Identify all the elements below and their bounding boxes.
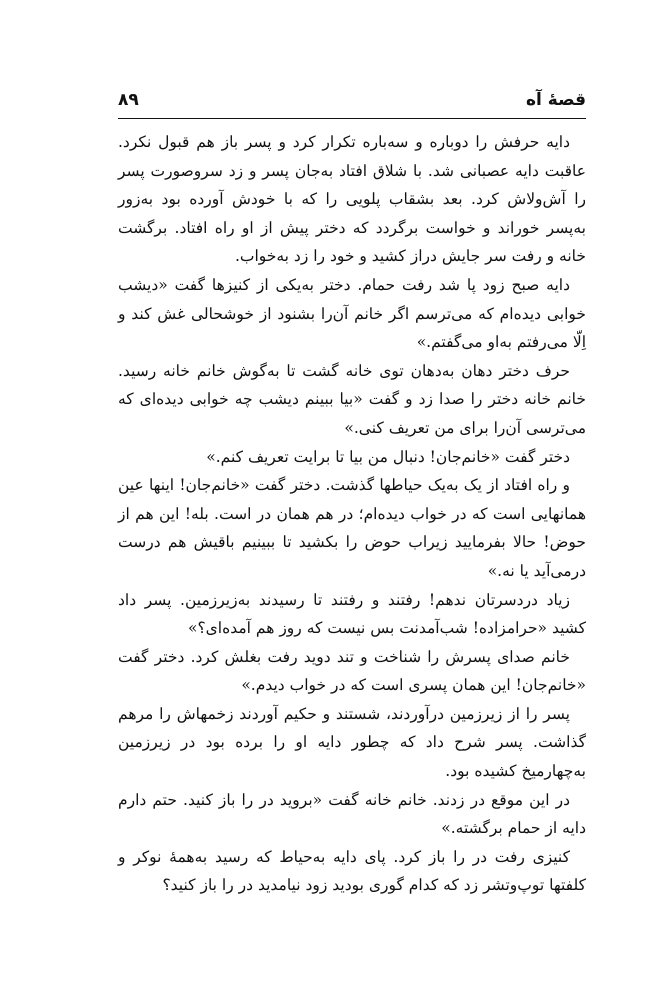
header-rule (118, 118, 586, 119)
paragraph: دایه حرفش را دوباره و سه‌باره تکرار کرد و پسر باز هم قبول نکرد. عاقبت دایه عصبانی شد. با شلاق افتاد به‌جان پسر و زد سروصورت پسر را آش‌ولاش کرد. بعد بشقاب پلویی را که با خودش آورده بود به‌زور به‌پسر خوراند و خواست برگردد که دختر پیش از او راه افتاد. برگشت خانه و رفت سر جایش دراز کشید و خود را زد به‌خواب. (118, 133, 586, 266)
paragraph: زیاد دردسرتان ندهم! رفتند و رفتند تا رسیدند به‌زیرزمین. پسر داد کشید «حرامزاده! شب‌آمدنت بس نیست که روز هم آمده‌ای؟» (118, 590, 586, 638)
paragraph: کنیزی رفت در را باز کرد. پای دایه به‌حیاط که رسید به‌همهٔ نوکر و کلفتها توپ‌وتشر زد که کدام گوری بودید زود نیامدید در را باز کنید؟ (118, 847, 586, 895)
paragraph: پسر را از زیرزمین درآوردند، شستند و حکیم آوردند زخمهاش را مرهم گذاشت. پسر شرح داد که چطور دایه او را برده بود در زیرزمین به‌چهارمیخ کشیده بود. (118, 704, 586, 781)
page-header (118, 88, 586, 116)
paragraph: دختر گفت «خانم‌جان! دنبال من بیا تا برایت تعریف کنم.» (206, 447, 570, 466)
page-number: ۸۹ (118, 90, 139, 110)
paragraph: و راه افتاد از یک به‌یک حیاطها گذشت. دختر گفت «خانم‌جان! اینها عین همانهایی است که در خواب دیده‌ام؛ در هم همان در است. بله! این هم از حوض! حالا بفرمایید زیراب حوض را بکشید تا ببینیم باقیش هم درست درمی‌آید یا نه.» (118, 476, 586, 580)
paragraph: حرف دختر دهان به‌دهان توی خانه گشت تا به‌گوش خانم خانه رسید. خانم خانه دختر را صدا زد و گفت «بیا ببینم دیشب چه خوابی دیده‌ای که می‌ترسی آن‌را برای من تعریف کنی.» (118, 361, 586, 437)
paragraph: در این موقع در زدند. خانم خانه گفت «بروید در را باز کنید. حتم دارم دایه از حمام برگشته.» (118, 790, 586, 838)
paragraph: دایه صبح زود پا شد رفت حمام. دختر به‌یکی از کنیزها گفت «دیشب خوابی دیده‌ام که می‌ترسم اگر خانم آن‌را بشنود از خوشحالی غش کند و اِلّا می‌رفتم به‌او می‌گفتم.» (118, 275, 586, 352)
body-text (118, 128, 586, 900)
running-title: قصهٔ آه (526, 90, 586, 110)
paragraph: خانم صدای پسرش را شناخت و تند دوید رفت بغلش کرد. دختر گفت «خانم‌جان! این همان پسری است که در خواب دیدم.» (118, 647, 586, 695)
